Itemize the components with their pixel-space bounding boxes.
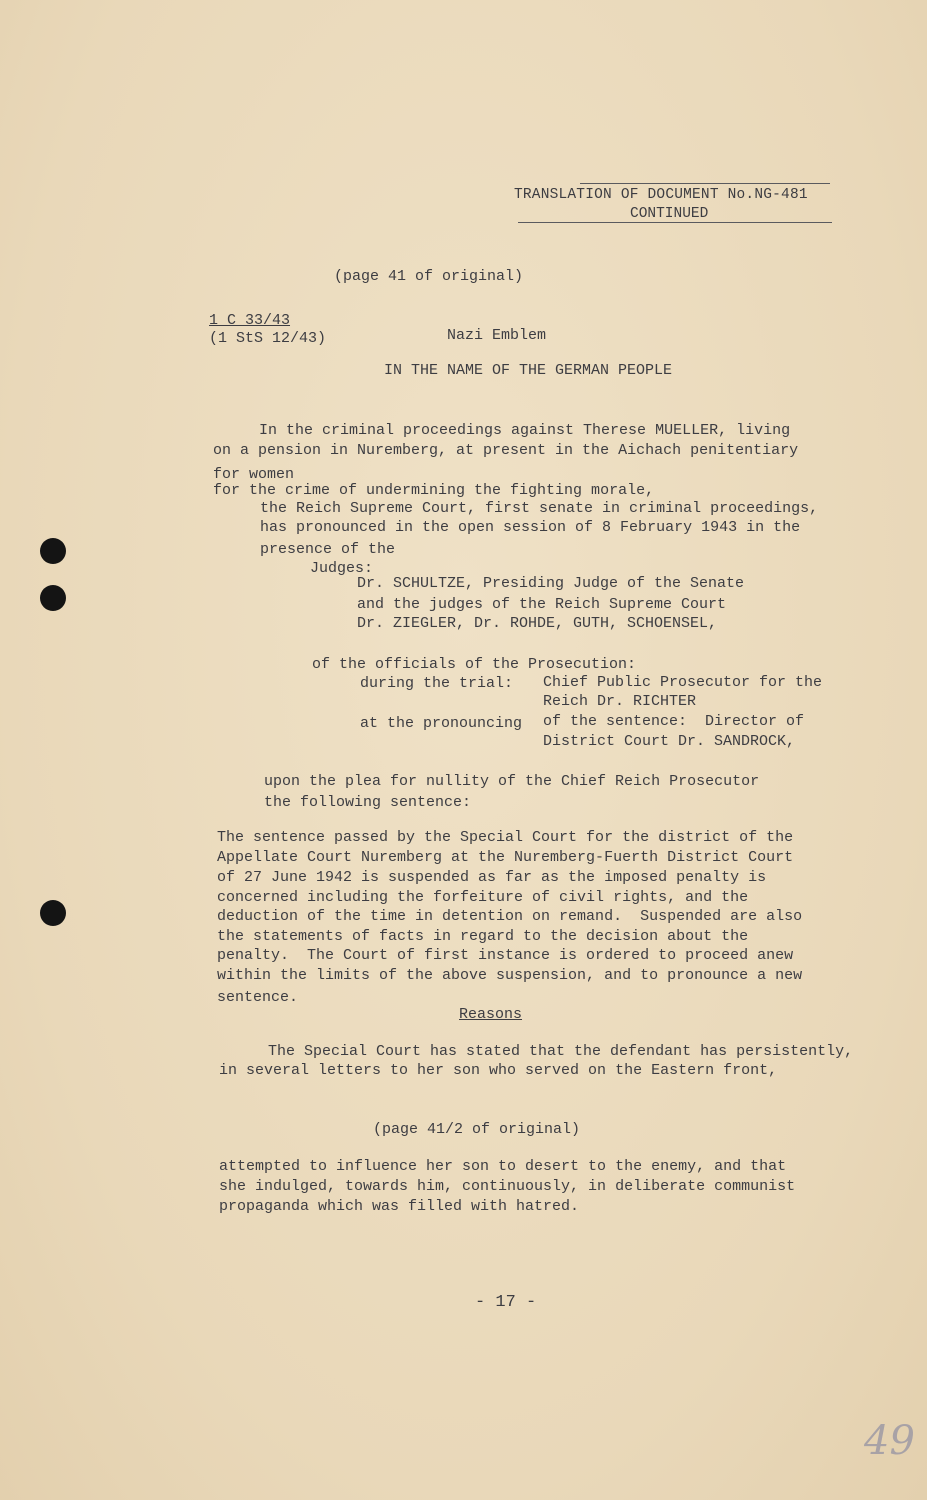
prosecution-label: of the officials of the Prosecution: [312, 656, 637, 673]
trial-value: Reich Dr. RICHTER [543, 693, 697, 710]
page-reference-mid: (page 41/2 of original) [373, 1121, 581, 1138]
body-line: has pronounced in the open session of 8 February 1943 in the [260, 519, 801, 536]
trial-label: during the trial: [360, 675, 514, 692]
sentence-line: the statements of facts in regard to the decision about the [217, 928, 749, 945]
continuation-line: she indulged, towards him, continuously, in deliberate communist [219, 1178, 796, 1195]
pronouncing-label: at the pronouncing [360, 715, 523, 732]
body-line: for women [213, 466, 295, 483]
page-reference-top: (page 41 of original) [334, 268, 524, 285]
body-line: for the crime of undermining the fighting morale, [213, 482, 655, 499]
punch-hole-top [40, 538, 66, 564]
body-line: In the criminal proceedings against Therese MUELLER, living [259, 422, 791, 439]
judge-line: Dr. SCHULTZE, Presiding Judge of the Senate [357, 575, 745, 592]
sentence-line: of 27 June 1942 is suspended as far as the imposed penalty is [217, 869, 767, 886]
punch-hole-bottom [40, 900, 66, 926]
sentence-line: within the limits of the above suspension, and to pronounce a new [217, 967, 803, 984]
body-line: presence of the [260, 541, 396, 558]
sentence-line: The sentence passed by the Special Court for the district of the [217, 829, 794, 846]
sentence-line: sentence. [217, 989, 299, 1006]
header-line-1: TRANSLATION OF DOCUMENT No.NG-481 [514, 187, 808, 203]
body-line: the Reich Supreme Court, first senate in criminal proceedings, [260, 500, 819, 517]
judges-label: Judges: [310, 560, 374, 577]
plea-line: upon the plea for nullity of the Chief Reich Prosecutor [264, 773, 760, 790]
judge-line: Dr. ZIEGLER, Dr. ROHDE, GUTH, SCHOENSEL, [357, 615, 718, 632]
reasons-line: The Special Court has stated that the defendant has persistently, [268, 1043, 854, 1060]
sentence-line: penalty. The Court of first instance is ordered to proceed anew [217, 947, 794, 964]
sentence-line: concerned including the forfeiture of civil rights, and the [217, 889, 749, 906]
pronouncing-value: District Court Dr. SANDROCK, [543, 733, 796, 750]
body-line: on a pension in Nuremberg, at present in the Aichach penitentiary [213, 442, 799, 459]
header-top-rule [580, 183, 830, 184]
reasons-heading: Reasons [459, 1006, 523, 1023]
file-reference-2: (1 StS 12/43) [209, 330, 327, 347]
header-bottom-rule [518, 222, 832, 223]
pronouncing-value: of the sentence: Director of [543, 713, 805, 730]
plea-line: the following sentence: [264, 794, 472, 811]
header-line-2: CONTINUED [630, 206, 709, 222]
file-reference-1: 1 C 33/43 [209, 312, 291, 329]
continuation-line: propaganda which was filled with hatred. [219, 1198, 580, 1215]
sentence-line: deduction of the time in detention on remand. Suspended are also [217, 908, 803, 925]
continuation-line: attempted to influence her son to desert to the enemy, and that [219, 1158, 787, 1175]
emblem-note: Nazi Emblem [447, 327, 547, 344]
reasons-line: in several letters to her son who served on the Eastern front, [219, 1062, 778, 1079]
punch-hole-middle [40, 585, 66, 611]
trial-value: Chief Public Prosecutor for the [543, 674, 823, 691]
sentence-line: Appellate Court Nuremberg at the Nuremberg-Fuerth District Court [217, 849, 794, 866]
page-number: - 17 - [475, 1293, 537, 1312]
handwritten-page-number: 49 [864, 1418, 915, 1464]
judge-line: and the judges of the Reich Supreme Court [357, 596, 727, 613]
document-title: IN THE NAME OF THE GERMAN PEOPLE [384, 362, 673, 379]
